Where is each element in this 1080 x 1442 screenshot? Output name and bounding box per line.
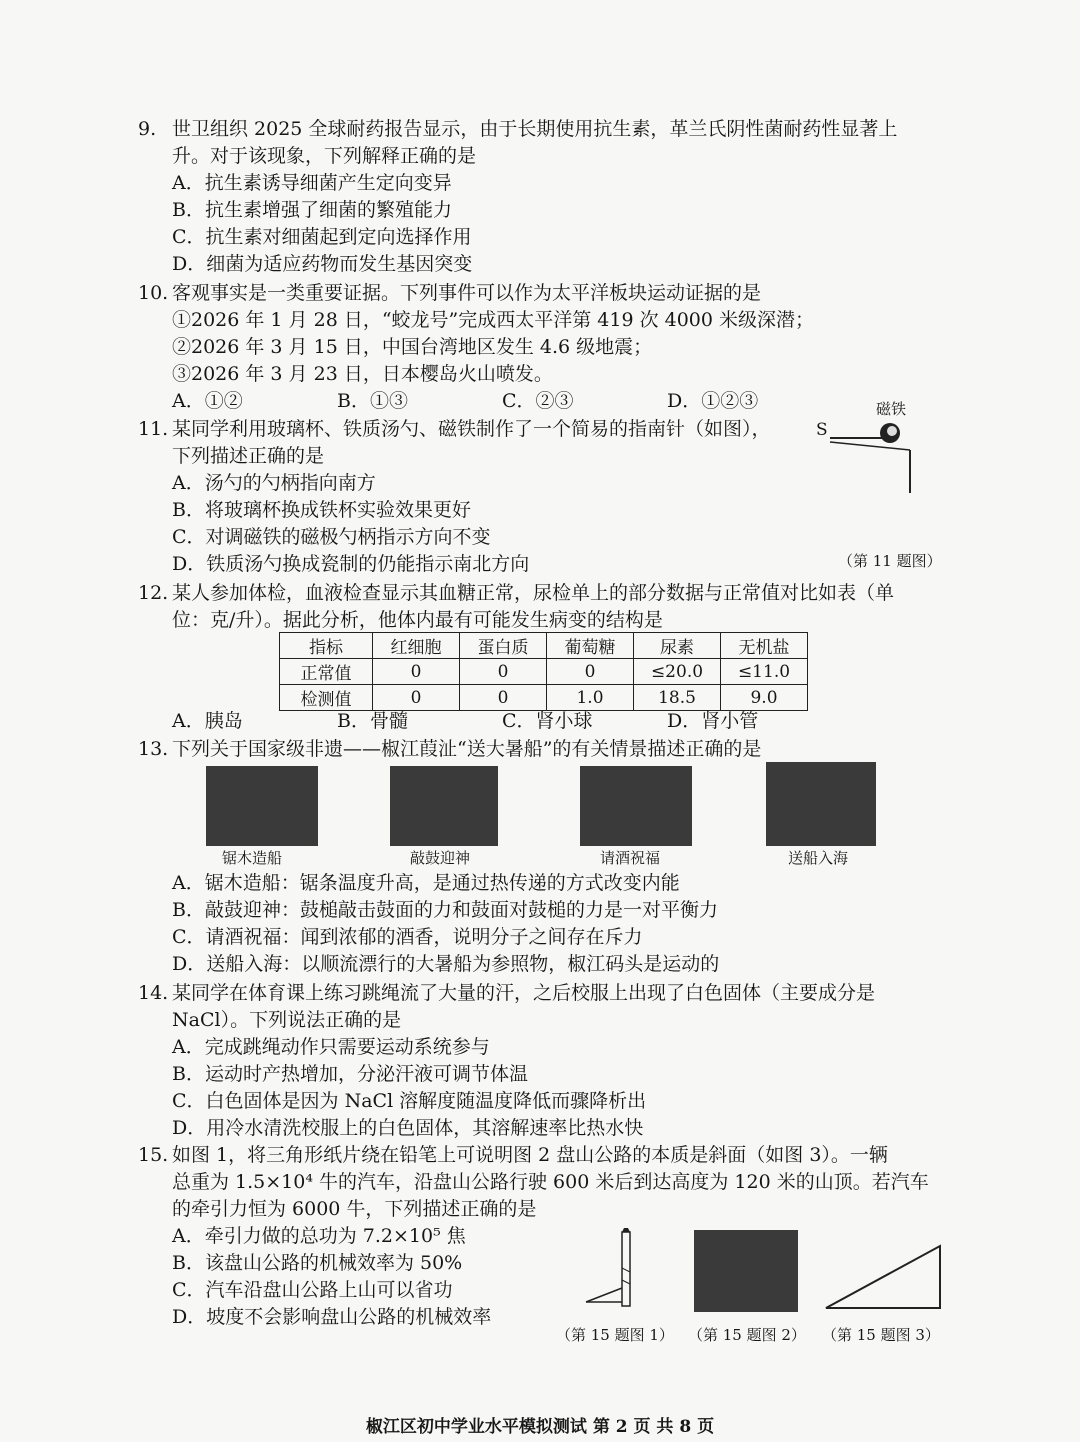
option-a: A．牵引力做的总功为 7.2×10⁵ 焦: [172, 1225, 466, 1247]
option-d: D．送船入海：以顺流漂行的大暑船为参照物，椒江码头是运动的: [172, 953, 720, 975]
table-cell: 0: [373, 685, 460, 711]
question-stem: NaCl）。下列说法正确的是: [172, 1009, 402, 1031]
question-number: 14.: [138, 982, 169, 1004]
photo-sawing-wood: [206, 766, 318, 846]
question-11: [138, 416, 771, 578]
photo-drum-beating: [390, 766, 498, 846]
figure-caption: （第 15 题图 3）: [822, 1326, 940, 1344]
question-12: [138, 580, 894, 634]
question-13: [138, 736, 761, 763]
table-cell: 正常值: [280, 659, 373, 685]
question-stem: 位：克/升）。据此分析，他体内最有可能发生病变的结构是: [172, 609, 663, 631]
question-stem: 10. 客观事实是一类重要证据。下列事件可以作为太平洋板块运动证据的是: [138, 280, 832, 307]
table-row: [280, 633, 808, 659]
option-d: D．细菌为适应药物而发生基因突变: [172, 253, 473, 275]
table-cell: ≤11.0: [721, 659, 808, 685]
option-d: D．铁质汤勺换成瓷制的仍能指示南北方向: [172, 553, 530, 575]
option-b: B．将玻璃杯换成铁杯实验效果更好: [172, 499, 471, 521]
option-b: B．该盘山公路的机械效率为 50%: [172, 1252, 463, 1274]
table-cell: 指标: [280, 633, 373, 659]
question-stem: 15. 如图 1，将三角形纸片绕在铅笔上可说明图 2 盘山公路的本质是斜面（如图 3）。一辆: [138, 1142, 929, 1169]
option-a: A．①②: [172, 390, 243, 412]
table-cell: 葡萄糖: [547, 633, 634, 659]
question-number: 9.: [138, 118, 157, 140]
incline-figure: [822, 1242, 944, 1312]
compass-figure: [810, 398, 940, 528]
option-a: A．锯木造船：锯条温度升高，是通过热传递的方式改变内能: [172, 872, 680, 894]
question-number: 10.: [138, 282, 169, 304]
option-d: D．肾小管: [667, 710, 759, 732]
option-d: D．用冷水清洗校服上的白色固体，其溶解速率比热水快: [172, 1117, 644, 1139]
option-a: A．完成跳绳动作只需要运动系统参与: [172, 1036, 490, 1058]
option-a: A．胰岛: [172, 710, 243, 732]
table-cell: ≤20.0: [634, 659, 721, 685]
pencil-triangle-diagram: [580, 1228, 640, 1312]
statement-2: ②2026 年 3 月 15 日，中国台湾地区发生 4.6 级地震；: [172, 336, 653, 358]
question-stem: 12. 某人参加体检，血液检查显示其血糖正常，尿检单上的部分数据与正常值对比如表（单: [138, 580, 894, 607]
table-cell: 红细胞: [373, 633, 460, 659]
page-footer: 椒江区初中学业水平模拟测试 第 2 页 共 8 页: [365, 1417, 715, 1437]
photo-caption: 送船入海: [788, 849, 849, 867]
option-c: C．汽车沿盘山公路上山可以省功: [172, 1279, 453, 1301]
option-c: C．肾小球: [502, 710, 593, 732]
options-row: [138, 708, 832, 735]
question-stem: 的牵引力恒为 6000 牛，下列描述正确的是: [172, 1198, 537, 1220]
option-b: B．运动时产热增加，分泌汗液可调节体温: [172, 1063, 528, 1085]
option-c: C．②③: [502, 390, 574, 412]
table-cell: 0: [373, 659, 460, 685]
mountain-road-photo: [694, 1230, 798, 1312]
question-stem: 升。对于该现象，下列解释正确的是: [172, 145, 477, 167]
question-stem: 11. 某同学利用玻璃杯、铁质汤勺、磁铁制作了一个简易的指南针（如图），: [138, 416, 771, 443]
photo-caption: 锯木造船: [222, 849, 283, 867]
question-15: [138, 1142, 929, 1331]
table-row: [280, 685, 808, 711]
option-d: D．坡度不会影响盘山公路的机械效率: [172, 1306, 492, 1328]
option-c: C．对调磁铁的磁极勺柄指示方向不变: [172, 526, 491, 548]
option-c: C．请酒祝福：闻到浓郁的酒香，说明分子之间存在斥力: [172, 926, 643, 948]
table-cell: 0: [460, 685, 547, 711]
question-10: [138, 280, 832, 415]
photo-wine-blessing: [580, 766, 692, 846]
option-b: B．抗生素增强了细菌的繁殖能力: [172, 199, 452, 221]
option-c: C．白色固体是因为 NaCl 溶解度随温度降低而骤降析出: [172, 1090, 647, 1112]
question-number: 12.: [138, 582, 169, 604]
table-cell: 0: [460, 659, 547, 685]
south-pole-label: S: [816, 420, 828, 440]
question-9: [138, 116, 897, 278]
spoon-magnet-diagram: [810, 398, 940, 528]
table-cell: 无机盐: [721, 633, 808, 659]
figure-caption: （第 11 题图）: [838, 552, 942, 570]
statement-3: ③2026 年 3 月 23 日，日本樱岛火山喷发。: [172, 363, 553, 385]
photo-caption: 敲鼓迎神: [410, 849, 471, 867]
question-stem: 13. 下列关于国家级非遗——椒江葭沚“送大暑船”的有关情景描述正确的是: [138, 736, 761, 763]
question-stem: 下列描述正确的是: [172, 445, 325, 467]
option-b: B．敲鼓迎神：鼓槌敲击鼓面的力和鼓面对鼓槌的力是一对平衡力: [172, 899, 718, 921]
question-13-options: [138, 870, 719, 978]
question-number: 15.: [138, 1144, 169, 1166]
question-14: [138, 980, 875, 1142]
table-row: [280, 659, 808, 685]
photo-caption: 请酒祝福: [600, 849, 661, 867]
table-cell: 检测值: [280, 685, 373, 711]
figure-caption: （第 15 题图 2）: [688, 1326, 806, 1344]
pencil-figure: [580, 1228, 640, 1312]
question-12-options: [138, 708, 832, 735]
options-row: [138, 388, 832, 415]
photo-boat-to-sea: [766, 762, 876, 846]
magnet-label: 磁铁: [876, 400, 907, 418]
option-c: C．抗生素对细菌起到定向选择作用: [172, 226, 472, 248]
table-cell: 蛋白质: [460, 633, 547, 659]
option-d: D．①②③: [667, 390, 759, 412]
table-cell: 尿素: [634, 633, 721, 659]
option-a: A．抗生素诱导细菌产生定向变异: [172, 172, 452, 194]
table-cell: 1.0: [547, 685, 634, 711]
option-a: A．汤勺的勺柄指向南方: [172, 472, 376, 494]
option-b: B．骨髓: [337, 710, 408, 732]
question-stem: 9. 世卫组织 2025 全球耐药报告显示，由于长期使用抗生素，革兰氏阴性菌耐药性显著上: [138, 116, 897, 143]
table-cell: 9.0: [721, 685, 808, 711]
table-cell: 0: [547, 659, 634, 685]
question-stem: 总重为 1.5×10⁴ 牛的汽车，沿盘山公路行驶 600 米后到达高度为 120 米的山顶。若汽车: [172, 1171, 929, 1193]
figure-caption: （第 15 题图 1）: [556, 1326, 674, 1344]
urine-test-table: [279, 632, 808, 711]
option-b: B．①③: [337, 390, 408, 412]
table-cell: 18.5: [634, 685, 721, 711]
question-number: 11.: [138, 418, 169, 440]
question-number: 13.: [138, 738, 169, 760]
right-triangle-diagram: [822, 1242, 944, 1312]
statement-1: ①2026 年 1 月 28 日，“蛟龙号”完成西太平洋第 419 次 4000 米级深潜；: [172, 309, 815, 331]
question-stem: 14. 某同学在体育课上练习跳绳流了大量的汗，之后校服上出现了白色固体（主要成分是: [138, 980, 875, 1007]
